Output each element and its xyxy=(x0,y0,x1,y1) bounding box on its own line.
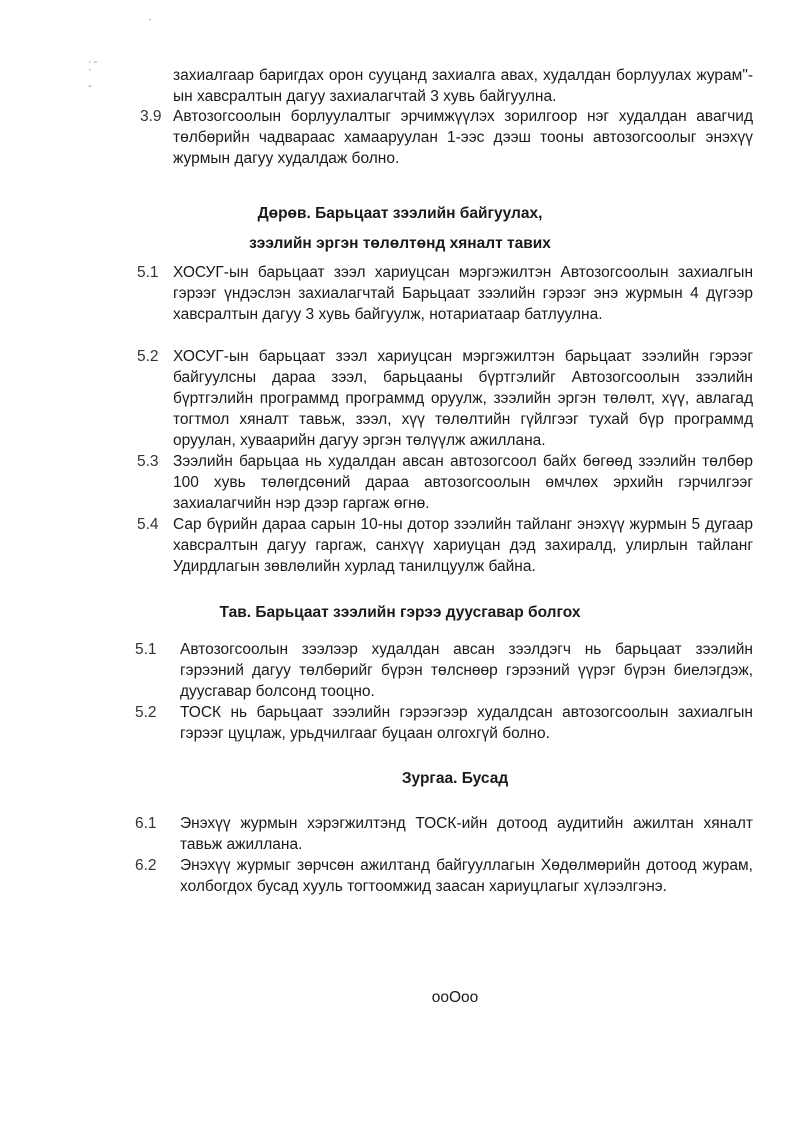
section-heading-5: Тав. Барьцаат зээлийн гэрээ дуусгавар болгох xyxy=(219,604,581,621)
paragraph-3-8-continuation: захиалгаар баригдах орон сууцанд захиалга авах, худалдан борлуулах журам"-ын хавсралтын дагуу захиалагчтай 3 хувь байгуулна. xyxy=(173,67,753,105)
paragraph-5-1: ХОСУГ-ын барьцаат зээл хариуцсан мэргэжилтэн Автозогсоолын захиалгын гэрээг үндэслэн захиалагчтай Барьцаат зээлийн гэрээг энэ журмын 4 дүгээр хавсралтын дагуу 3 хувь байгуулж, нотариатаар батлуулна. xyxy=(173,264,753,323)
item-number: 6.2 xyxy=(135,857,157,874)
paragraph-tav-5-2: ТОСК нь барьцаат зээлийн гэрээгээр худалдсан автозогсоолын захиалгын гэрээг цуцлаж, урьдчилгааг буцаан олгохгүй болно. xyxy=(180,704,753,742)
item-number: 5.3 xyxy=(137,453,159,470)
paragraph-tav-5-1: Автозогсоолын зээлээр худалдан авсан зээлдэгч нь барьцаат зээлийн гэрээний дагуу төлбөрийг бүрэн төлснөөр гэрээний үүрэг бүрэн биелэгдэж, дуусгавар болсонд тооцно. xyxy=(180,641,753,700)
item-number: 5.4 xyxy=(137,516,159,533)
paragraph-6-2: Энэхүү журмыг зөрчсөн ажилтанд байгууллагын Хөдөлмөрийн дотоод журам, холбогдох бусад хууль тогтоомжид заасан хариуцлагыг хүлээлгэнэ. xyxy=(180,857,753,895)
item-number: 5.2 xyxy=(135,704,157,721)
scan-mark: ·- ˋ - xyxy=(88,56,100,92)
section-heading-6: Зургаа. Бусад xyxy=(401,770,509,787)
item-number: 6.1 xyxy=(135,815,157,832)
paragraph-6-1: Энэхүү журмын хэрэгжилтэнд ТОСК-ийн дотоод аудитийн ажилтан хяналт тавьж ажиллана. xyxy=(180,815,753,853)
paragraph-5-2: ХОСУГ-ын барьцаат зээл хариуцсан мэргэжилтэн барьцаат зээлийн гэрээг байгуулсны дараа зээл, барьцааны бүртгэлийг Автозогсоолын зээлийн бүртгэлийн программд программд оруулж, зээлийн эргэн төлөлт, хүү, авлагад тогтмол хяналт тавьж, зээл, хүү төлөлтийн гүйлгээг тухай бүр программд оруулан, хуваарийн дагуу эргэн төлүүлж ажиллана. xyxy=(173,348,753,449)
item-number: 3.9 xyxy=(140,108,162,125)
scan-mark: ˊ xyxy=(148,18,152,30)
paragraph-3-9: Автозогсоолын борлуулалтыг эрчимжүүлэх зорилгоор нэг худалдан авагчид төлбөрийн чадвараас хамааруулан 1-ээс дээш тооны автозогсоолыг энэхүү журмын дагуу худалдаж болно. xyxy=(173,108,753,167)
section-heading-4-line2: зээлийн эргэн төлөлтөнд хяналт тавих xyxy=(249,235,551,252)
item-number: 5.1 xyxy=(137,264,159,281)
end-mark: ооОоо xyxy=(431,989,479,1006)
item-number: 5.1 xyxy=(135,641,157,658)
section-heading-4-line1: Дөрөв. Барьцаат зээлийн байгуулах, xyxy=(257,205,543,222)
item-number: 5.2 xyxy=(137,348,159,365)
paragraph-5-3: Зээлийн барьцаа нь худалдан авсан автозогсоол байх бөгөөд зээлийн төлбөр 100 хувь төлөгдсөний дараа автозогсоолын өмчлөх эрхийн гэрчилгээг захиалагчийн нэр дээр гаргаж өгнө. xyxy=(173,453,753,512)
paragraph-5-4: Сар бүрийн дараа сарын 10-ны дотор зээлийн тайланг энэхүү журмын 5 дугаар хавсралтын дагуу гаргаж, санхүү хариуцан дэд захиралд, улирлын тайланг Удирдлагын зөвлөлийн хурлад танилцуулж байна. xyxy=(173,516,753,575)
